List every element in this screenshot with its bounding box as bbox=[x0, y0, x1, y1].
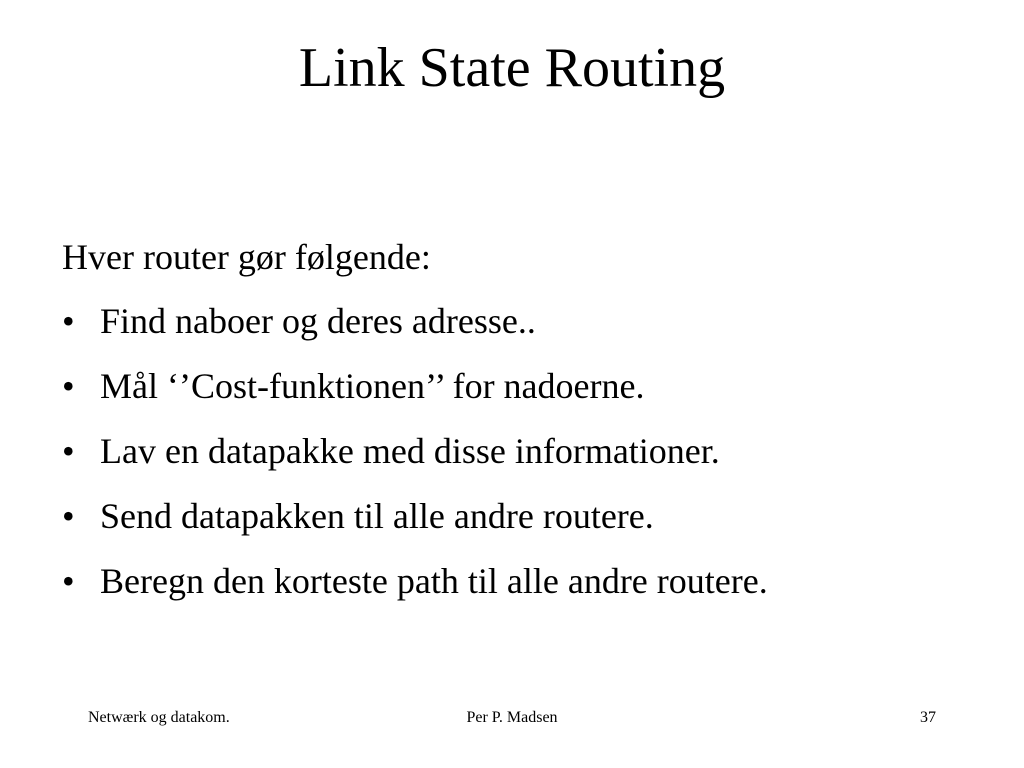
bullet-icon: • bbox=[62, 366, 75, 406]
bullet-text: Lav en datapakke med disse informationer. bbox=[100, 431, 720, 471]
bullet-text: Mål ‘’Cost-funktionen’’ for nadoerne. bbox=[100, 366, 645, 406]
footer-course-name: Netwærk og datakom. bbox=[88, 709, 230, 726]
bullet-item bbox=[62, 493, 768, 539]
intro-text: Hver router gør følgende: bbox=[62, 237, 431, 277]
bullet-text: Send datapakken til alle andre routere. bbox=[100, 496, 654, 536]
bullet-list bbox=[62, 298, 768, 623]
bullet-item bbox=[62, 428, 768, 474]
bullet-item bbox=[62, 298, 768, 344]
bullet-icon: • bbox=[62, 561, 75, 601]
bullet-item bbox=[62, 558, 768, 604]
bullet-icon: • bbox=[62, 496, 75, 536]
bullet-text: Find naboer og deres adresse.. bbox=[100, 301, 536, 341]
bullet-icon: • bbox=[62, 301, 75, 341]
footer-author: Per P. Madsen bbox=[466, 709, 558, 726]
bullet-icon: • bbox=[62, 431, 75, 471]
slide-title: Link State Routing bbox=[298, 37, 726, 99]
bullet-text: Beregn den korteste path til alle andre routere. bbox=[100, 561, 768, 601]
bullet-item bbox=[62, 363, 768, 409]
footer-page-number: 37 bbox=[920, 709, 936, 726]
